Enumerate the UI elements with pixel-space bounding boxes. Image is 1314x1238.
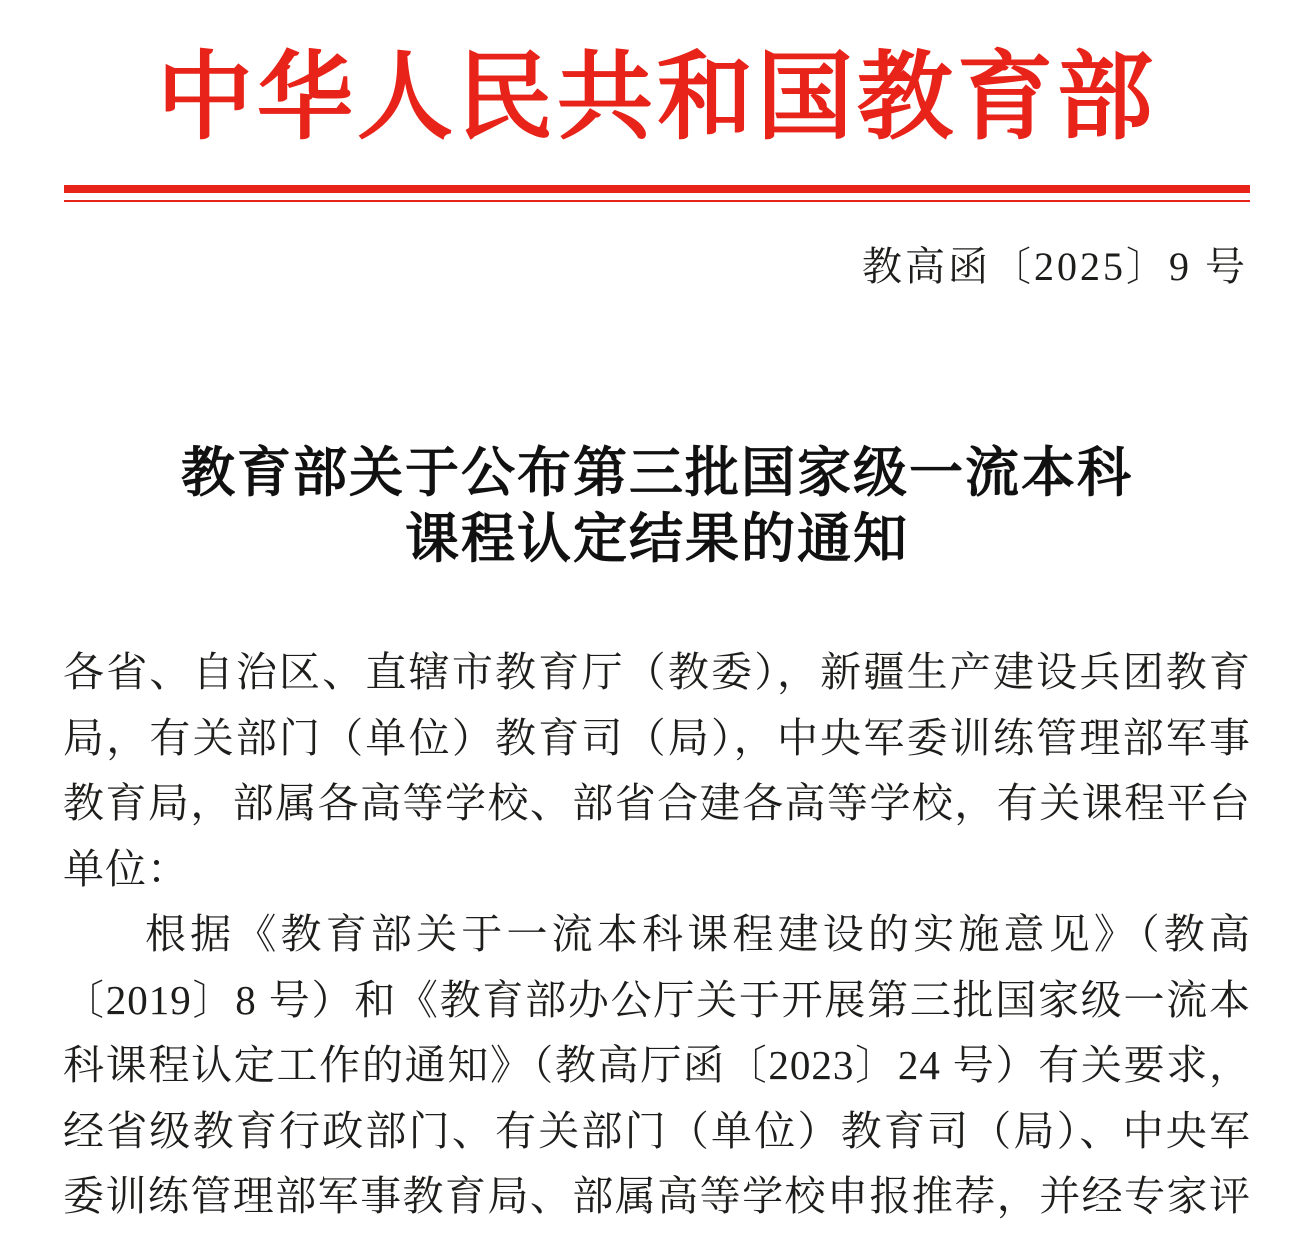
- document-title-line-1: 教育部关于公布第三批国家级一流本科: [181, 443, 1133, 503]
- body-line: 教育局，部属各高等学校、部省合建各高等学校，有关课程平台: [63, 780, 1251, 826]
- body-line: 各省、自治区、直辖市教育厅（教委），新疆生产建设兵团教育: [63, 649, 1251, 695]
- red-rule-thin: [64, 200, 1250, 202]
- ministry-masthead-title: 中华人民共和国教育部: [157, 44, 1157, 151]
- document-number: 教高函〔2025〕9 号: [862, 244, 1248, 289]
- body-line: 委训练管理部军事教育局、部属高等学校申报推荐，并经专家评: [63, 1173, 1251, 1219]
- document-body: [63, 640, 1251, 1230]
- body-line: 科课程认定工作的通知》（教高厅函〔2023〕24 号）有关要求，: [63, 1042, 1251, 1088]
- body-line: 经省级教育行政部门、有关部门（单位）教育司（局）、中央军: [63, 1107, 1251, 1154]
- document-title-line-2: 课程认定结果的通知: [405, 509, 909, 569]
- body-line: 根据《教育部关于一流本科课程建设的实施意见》（教高: [145, 911, 1251, 957]
- body-line: 局，有关部门（单位）教育司（局），中央军委训练管理部军事: [63, 714, 1251, 761]
- red-rule-thick: [64, 185, 1250, 193]
- body-line: 单位：: [63, 845, 189, 892]
- body-line: 〔2019〕8 号）和《教育部办公厅关于开展第三批国家级一流本: [63, 976, 1251, 1023]
- document-title: [0, 440, 1314, 572]
- red-double-rule: [64, 185, 1250, 202]
